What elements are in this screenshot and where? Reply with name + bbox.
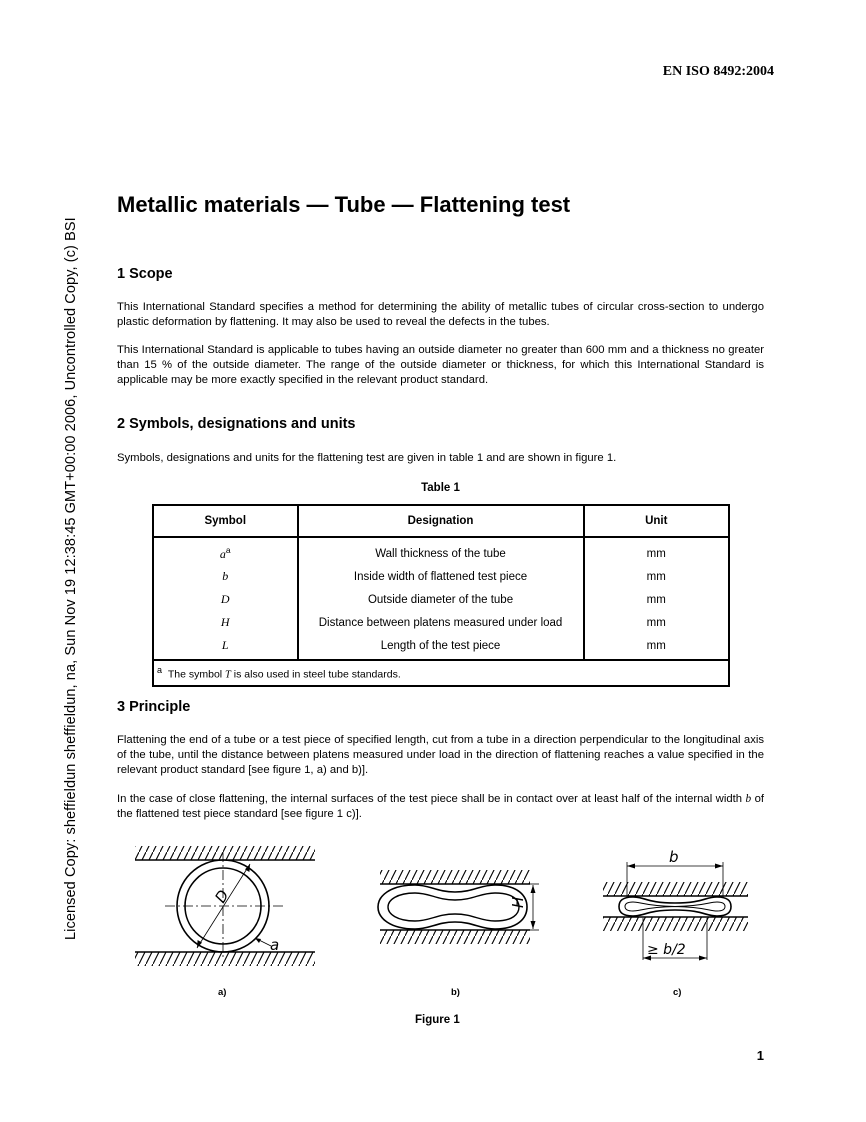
table-row [153, 634, 729, 660]
table-row [153, 611, 729, 634]
symbol-cell: D [153, 588, 298, 611]
designation-cell: Inside width of flattened test piece [298, 565, 584, 588]
page-title: Metallic materials — Tube — Flattening test [117, 192, 571, 217]
figure-b-tube [378, 870, 539, 944]
column-header: Symbol [153, 505, 298, 537]
table-row [153, 565, 729, 588]
designation-cell: Outside diameter of the tube [298, 588, 584, 611]
footnote-marker: a [225, 545, 231, 555]
symbol-cell: $a^a$ [153, 537, 298, 565]
column-header: Designation [298, 505, 584, 537]
scope-paragraph-1: This International Standard specifies a method for determining the ability of metallic tubes of circular cross-section to undergo plastic deformation by flattening. It may also be used to reveal the defects in the tubes. [117, 301, 764, 328]
table-caption: Table 1 [421, 482, 460, 494]
designation-cell: Distance between platens measured under load [298, 611, 584, 634]
table-row [153, 588, 729, 611]
scope-paragraph-2: This International Standard is applicable to tubes having an outside diameter no greater than 600 mm and a thickness no greater than 15 % of the outside diameter. The range of the outside diameter or thickness, for which this International Standard is applicable may be more exactly specified in the relevant product standard. [117, 344, 764, 386]
unit-cell: mm [584, 611, 729, 634]
symbols-paragraph: Symbols, designations and units for the flattening test are given in table 1 and are shown in figure 1. [117, 452, 617, 464]
table-footnote-row [153, 660, 729, 686]
label-b: b [669, 848, 679, 866]
unit-cell: mm [584, 588, 729, 611]
label-half-b: ≥ b/2 [647, 942, 686, 958]
license-watermark: Licensed Copy: sheffieldun sheffieldun, na, Sun Nov 19 12:38:45 GMT+00:00 2006, Uncontrolled Copy, (c) BSI [63, 217, 79, 940]
figure-a-tube [135, 846, 315, 966]
designation-cell: Wall thickness of the tube [298, 537, 584, 565]
section-heading-symbols: 2 Symbols, designations and units [117, 416, 356, 432]
principle-paragraph-2: In the case of close flattening, the internal surfaces of the test piece shall be in contact over at least half of the internal width b of the flattened test piece standard [see figure 1 c)]. [117, 793, 764, 820]
table-footnote: a The symbol T is also used in steel tube standards. [153, 660, 729, 686]
principle-paragraph-1: Flattening the end of a tube or a test piece of specified length, cut from a tube in a direction perpendicular to the longitudinal axis of the tube, until the distance between platens measured under load in the direction of flattening reaches a value specified in the relevant product standard [see figure 1, a) and b)]. [117, 734, 764, 776]
symbol-cell: H [153, 611, 298, 634]
figure-caption: Figure 1 [415, 1014, 460, 1026]
subfigure-label-b: b) [451, 987, 460, 998]
symbol-cell: b [153, 565, 298, 588]
symbol-cell: L [153, 634, 298, 660]
designation-cell: Length of the test piece [298, 634, 584, 660]
unit-cell: mm [584, 565, 729, 588]
unit-cell: mm [584, 537, 729, 565]
standard-code: EN ISO 8492:2004 [662, 64, 774, 79]
symbols-table [152, 504, 730, 687]
subfigure-label-a: a) [218, 987, 227, 998]
table-header-row [153, 505, 729, 537]
subfigure-label-c: c) [673, 987, 682, 998]
section-heading-principle: 3 Principle [117, 699, 191, 715]
page-number: 1 [756, 1048, 764, 1063]
figure-1-drawing [125, 838, 755, 1000]
label-a: a [270, 936, 280, 954]
label-D: D [211, 886, 233, 907]
label-H: H [509, 896, 527, 908]
column-header: Unit [584, 505, 729, 537]
table-row [153, 537, 729, 565]
section-heading-scope: 1 Scope [117, 266, 173, 282]
figure-c-tube [603, 848, 748, 961]
unit-cell: mm [584, 634, 729, 660]
